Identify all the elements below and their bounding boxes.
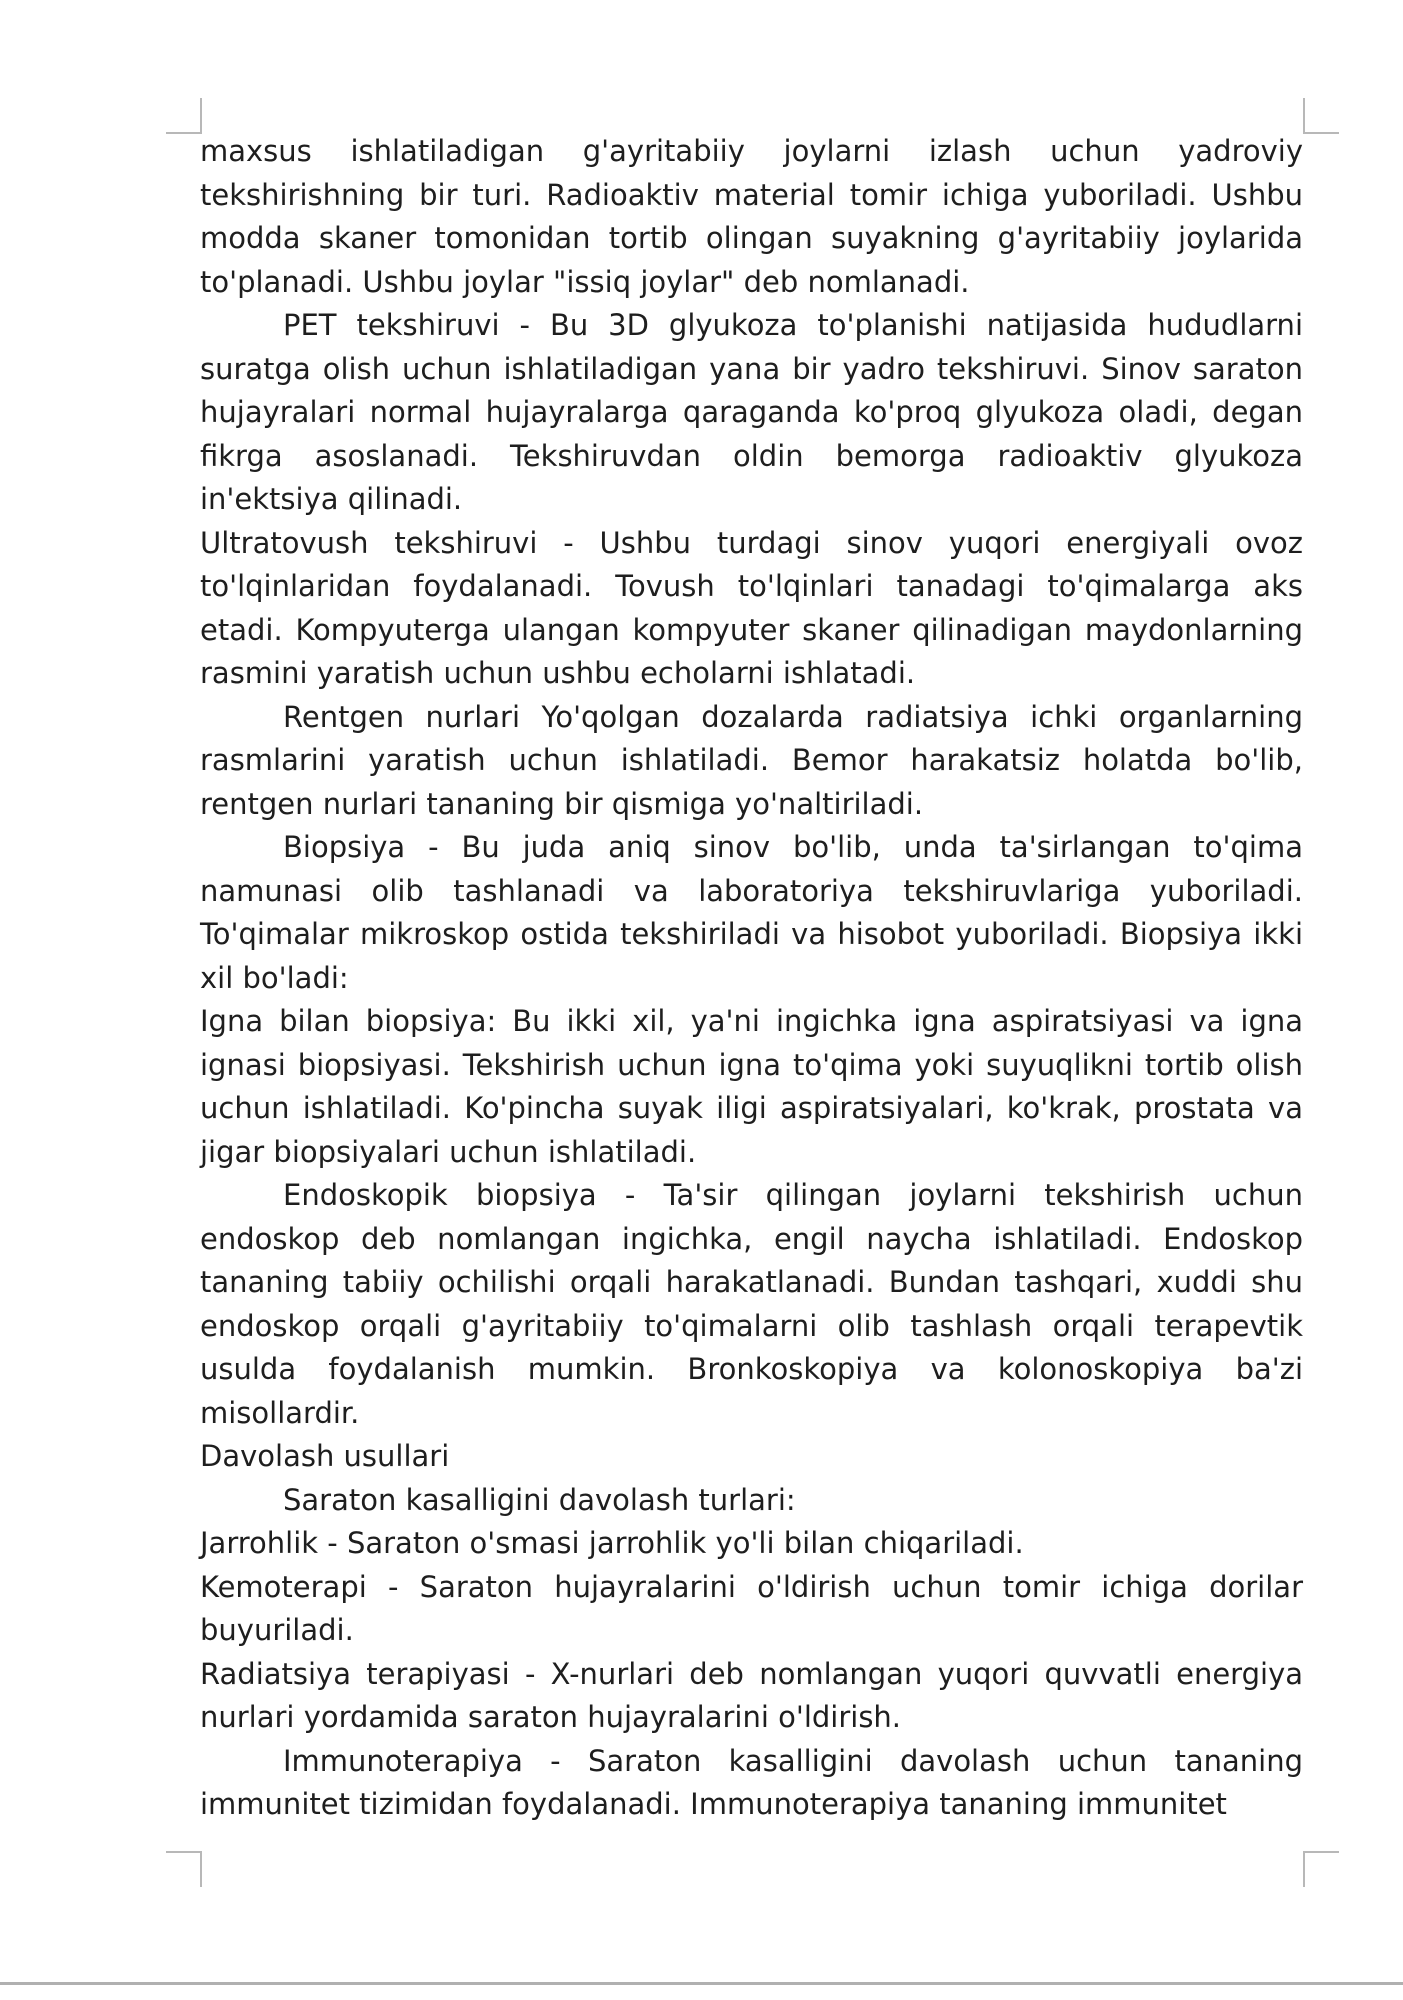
margin-corner-bottom-left — [166, 1851, 202, 1887]
margin-corner-bottom-right — [1303, 1851, 1339, 1887]
paragraph-endoscopic-biopsy: Endoskopik biopsiya - Ta'sir qilingan joylarni tekshirish uchun endoskop deb nomlangan ingichka, engil naycha ishlatiladi. Endoskop tananing tabiiy ochilishi orqali harakatlanadi. Bundan tashqari, xuddi shu endoskop orqali g'ayritabiiy to'qimalarni olib tashlash orqali terapevtik usulda foydalanish mumkin. Bronkoskopiya va kolonoskopiya ba'zi misollardir. — [200, 1178, 1303, 1430]
paragraph-ultrasound: Ultratovush tekshiruvi - Ushbu turdagi sinov yuqori energiyali ovoz to'lqinlaridan foydalanadi. Tovush to'lqinlari tanadagi to'qimalarga aks etadi. Kompyuterga ulangan kompyuter skaner qilinadigan maydonlarning rasmini yaratish uchun ushbu echolarni ishlatadi. — [200, 525, 1303, 690]
paragraph-bone-scan: maxsus ishlatiladigan g'ayritabiiy joylarni izlash uchun yadroviy tekshirishning bir turi. Radioaktiv material tomir ichiga yuboriladi. Ushbu modda skaner tomonidan tortib olingan suyakning g'ayritabiiy joylarida to'planadi. Ushbu joylar "issiq joylar" deb nomlanadi. — [200, 134, 1303, 299]
paragraph-biopsy: Biopsiya - Bu juda aniq sinov bo'lib, unda ta'sirlangan to'qima namunasi olib tashlanadi va laboratoriya tekshiruvlariga yuboriladi. To'qimalar mikroskop ostida tekshiriladi va hisobot yuboriladi. Biopsiya ikki xil bo'ladi: — [200, 830, 1303, 995]
document-body[interactable] — [200, 130, 1303, 1827]
margin-corner-top-left — [166, 98, 202, 134]
paragraph-chemotherapy: Kemoterapi - Saraton hujayralarini o'ldirish uchun tomir ichiga dorilar buyuriladi. — [200, 1569, 1303, 1647]
margin-corner-top-right — [1303, 98, 1339, 134]
paragraph-surgery: Jarrohlik - Saraton o'smasi jarrohlik yo'li bilan chiqariladi. — [200, 1526, 1024, 1560]
paragraph-treatment-types: Saraton kasalligini davolash turlari: — [283, 1482, 796, 1517]
paragraph-immunotherapy: Immunoterapiya - Saraton kasalligini davolash uchun tananing immunitet tizimidan foydalanadi. Immunoterapiya tananing immunitet — [200, 1743, 1303, 1821]
page-bottom-edge — [0, 1982, 1403, 1985]
paragraph-needle-biopsy: Igna bilan biopsiya: Bu ikki xil, ya'ni ingichka igna aspiratsiyasi va igna ignasi biopsiyasi. Tekshirish uchun igna to'qima yoki suyuqlikni tortib olish uchun ishlatiladi. Ko'pincha suyak iligi aspiratsiyalari, ko'krak, prostata va jigar biopsiyalari uchun ishlatiladi. — [200, 1004, 1303, 1169]
paragraph-x-ray: Rentgen nurlari Yo'qolgan dozalarda radiatsiya ichki organlarning rasmlarini yaratish uchun ishlatiladi. Bemor harakatsiz holatda bo'lib, rentgen nurlari tananing bir qismiga yo'naltiriladi. — [200, 699, 1303, 821]
paragraph-treatment-heading: Davolash usullari — [200, 1439, 450, 1473]
paragraph-radiation-therapy: Radiatsiya terapiyasi - X-nurlari deb nomlangan yuqori quvvatli energiya nurlari yordamida saraton hujayralarini o'ldirish. — [200, 1656, 1303, 1734]
paragraph-pet-scan: PET tekshiruvi - Bu 3D glyukoza to'planishi natijasida hududlarni suratga olish uchun ishlatiladigan yana bir yadro tekshiruvi. Sinov saraton hujayralari normal hujayralarga qaraganda ko'proq glyukoza oladi, degan fikrga asoslanadi. Tekshiruvdan oldin bemorga radioaktiv glyukoza in'ektsiya qilinadi. — [200, 308, 1303, 516]
